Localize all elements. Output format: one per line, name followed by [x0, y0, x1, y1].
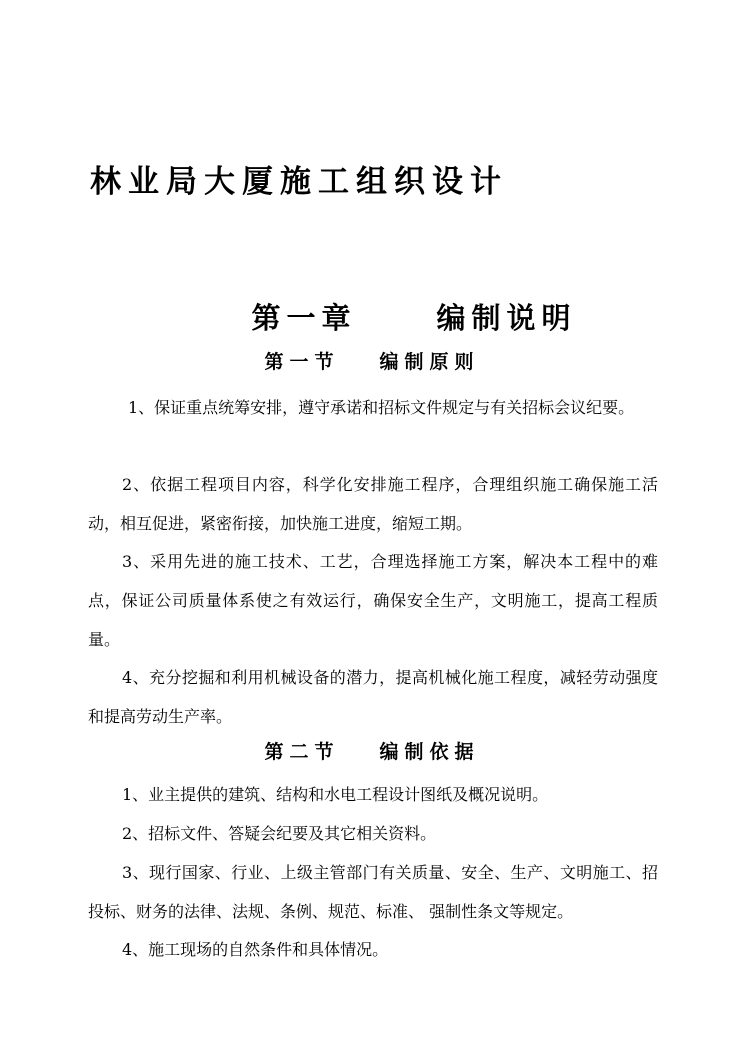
paragraph: 2、依据工程项目内容，科学化安排施工程序，合理组织施工确保施工活动，相互促进，紧密衔接，加快施工进度，缩短工期。	[88, 475, 658, 533]
section-heading-basis	[0, 737, 744, 767]
section-name: 编制依据	[379, 741, 480, 763]
document-title: 林业局大厦施工组织设计	[90, 164, 508, 200]
paragraph: 4、施工现场的自然条件和具体情况。	[122, 940, 389, 959]
chapter-name: 编制说明	[436, 301, 577, 335]
paragraph: 3、现行国家、行业、上级主管部门有关质量、安全、生产、文明施工、招投标、财务的法律、法规、条例、规范、标准、 强制性条文等规定。	[88, 863, 658, 921]
section-number: 第一节	[264, 351, 340, 373]
paragraph: 1、保证重点统筹安排，遵守承诺和招标文件规定与有关招标会议纪要。	[128, 398, 635, 417]
paragraph: 3、采用先进的施工技术、工艺，合理选择施工方案，解决本工程中的难点，保证公司质量体系使之有效运行，确保安全生产，文明施工，提高工程质量。	[88, 552, 658, 649]
section-heading-principles	[0, 347, 744, 377]
chapter-heading	[0, 298, 744, 338]
paragraph: 1、业主提供的建筑、结构和水电工程设计图纸及概况说明。	[122, 785, 549, 804]
chapter-number: 第一章	[251, 301, 357, 335]
paragraph: 4、充分挖掘和利用机械设备的潜力，提高机械化施工程度，减轻劳动强度和提高劳动生产率。	[88, 668, 658, 726]
paragraph: 2、招标文件、答疑会纪要及其它相关资料。	[122, 824, 437, 843]
section-name: 编制原则	[379, 351, 480, 373]
section-number: 第二节	[264, 741, 340, 763]
